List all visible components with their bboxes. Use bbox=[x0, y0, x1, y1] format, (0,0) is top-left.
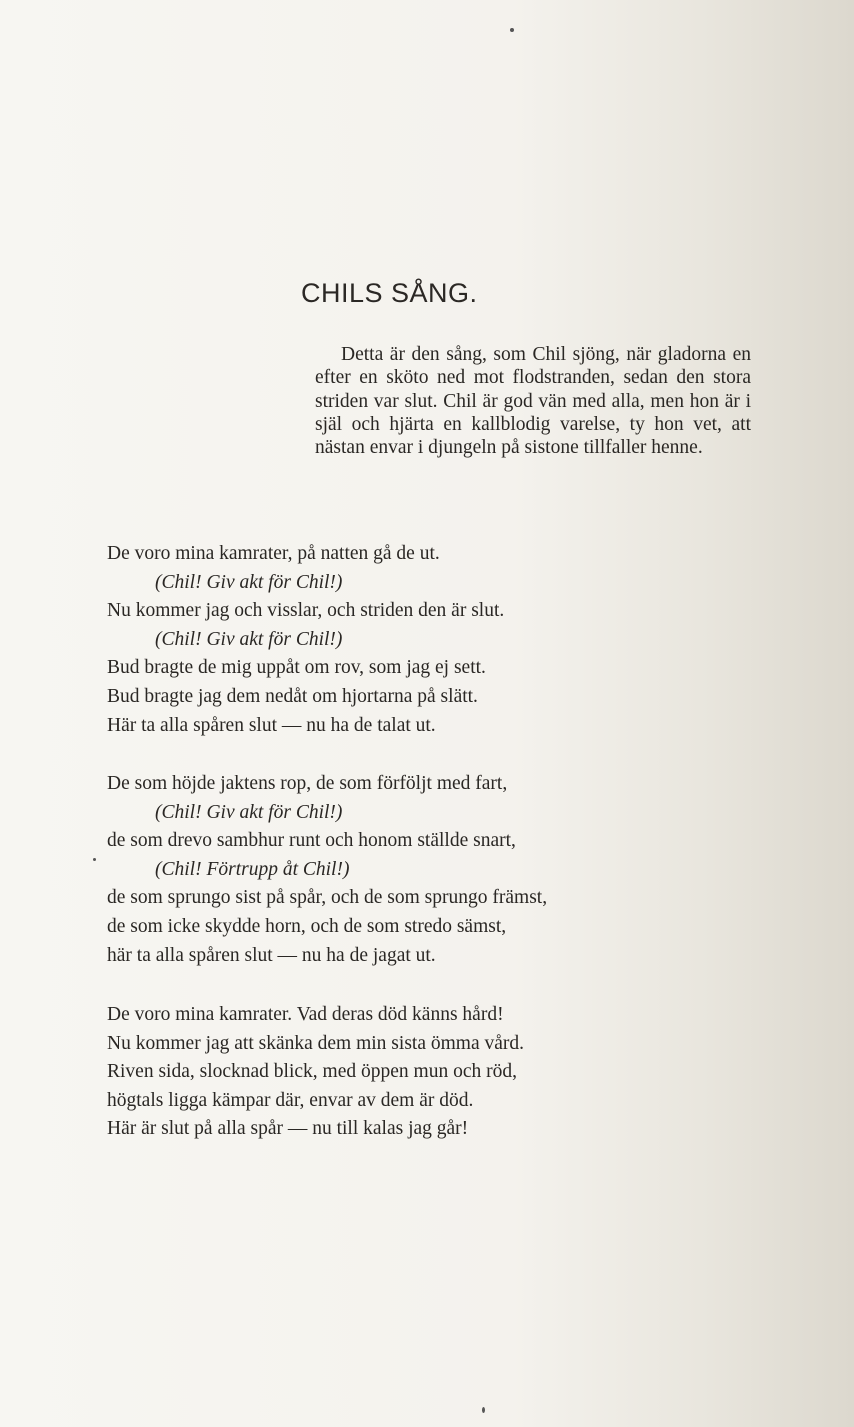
verse-line: de som sprungo sist på spår, och de som sprungo främst, bbox=[107, 887, 548, 909]
stanza-2 bbox=[107, 770, 747, 970]
verse-line: här ta alla spåren slut — nu ha de jagat ut. bbox=[107, 944, 436, 966]
verse-line: Bud bragte jag dem nedåt om hjortarna på slätt. bbox=[107, 685, 478, 707]
verse-line: de som icke skydde horn, och de som stredo sämst, bbox=[107, 915, 507, 937]
stanza-1 bbox=[107, 540, 747, 740]
refrain-line: (Chil! Giv akt för Chil!) bbox=[155, 628, 343, 650]
intro-text: Detta är den sång, som Chil sjöng, när gladorna en efter en sköto ned mot flodstranden, sedan den stora striden var slut. Chil är god vän med alla, men hon är i själ och hjärta en kallblodig varelse, ty hon vet, att nästan envar i djungeln på sistone tillfaller henne. bbox=[315, 344, 751, 459]
verse-line: Här är slut på alla spår — nu till kalas jag går! bbox=[107, 1118, 469, 1140]
verse-line: De som höjde jaktens rop, de som förföljt med fart, bbox=[107, 773, 508, 794]
print-speck bbox=[482, 1407, 485, 1413]
refrain-line: (Chil! Giv akt för Chil!) bbox=[155, 571, 343, 593]
refrain-line: (Chil! Förtrupp åt Chil!) bbox=[155, 858, 350, 880]
verse-line: Här ta alla spåren slut — nu ha de talat ut. bbox=[107, 714, 436, 736]
verse-line: Nu kommer jag och visslar, och striden den är slut. bbox=[107, 600, 505, 622]
print-speck bbox=[93, 858, 96, 861]
stanza-3 bbox=[107, 1001, 747, 1144]
print-speck bbox=[510, 28, 514, 32]
verse-line: Nu kommer jag att skänka dem min sista ömma vård. bbox=[107, 1032, 524, 1054]
poem-title: CHILS SÅNG. bbox=[301, 278, 478, 308]
verse-line: De voro mina kamrater. Vad deras död känns hård! bbox=[107, 1004, 504, 1025]
intro-paragraph bbox=[315, 343, 751, 459]
verse-line: de som drevo sambhur runt och honom ställde snart, bbox=[107, 830, 516, 852]
refrain-line: (Chil! Giv akt för Chil!) bbox=[155, 801, 343, 823]
verse-line: Bud bragte de mig uppåt om rov, som jag ej sett. bbox=[107, 657, 486, 679]
verse-line: Riven sida, slocknad blick, med öppen mun och röd, bbox=[107, 1061, 517, 1083]
verse-line: högtals ligga kämpar där, envar av dem är död. bbox=[107, 1089, 474, 1111]
verse-line: De voro mina kamrater, på natten gå de ut. bbox=[107, 543, 440, 564]
